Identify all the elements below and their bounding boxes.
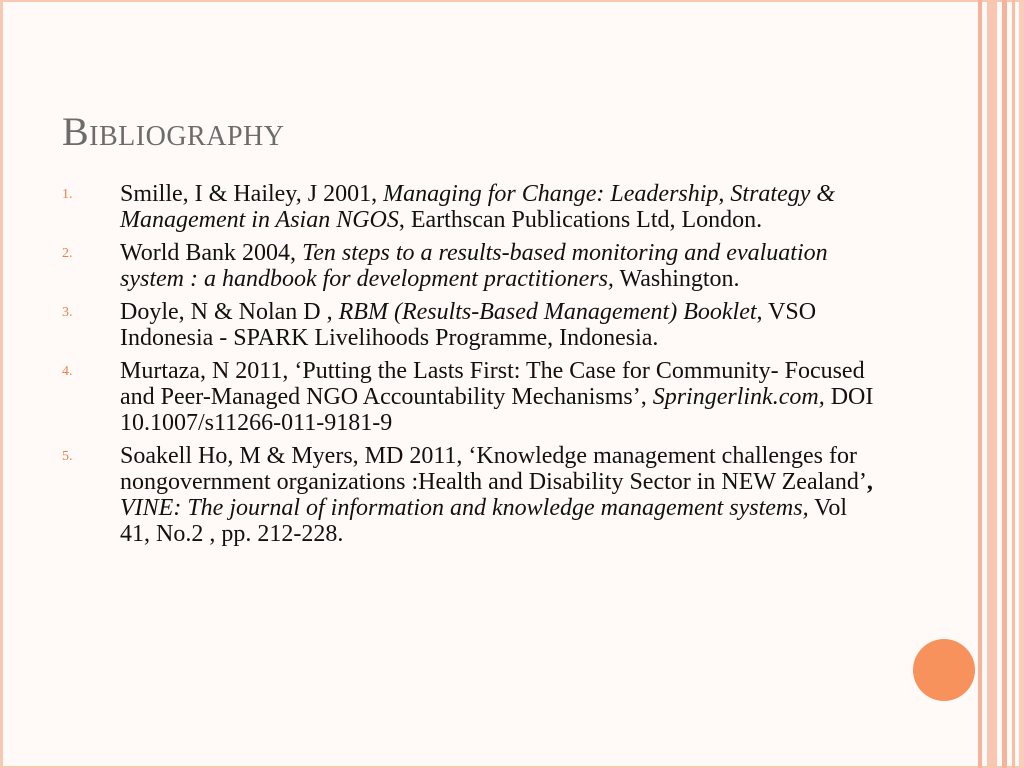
reference-number: 1. — [62, 187, 73, 202]
decorative-stripe-2 — [987, 0, 997, 768]
reference-punctuation: , — [866, 469, 873, 495]
reference-number: 3. — [62, 305, 73, 320]
reference-number: 5. — [62, 449, 73, 464]
decorative-stripe-3 — [1002, 0, 1007, 768]
reference-title: Ten steps to a results-based monitoring and evaluation system : a handbook for development practitioners, — [120, 240, 828, 292]
decorative-stripe-1 — [978, 0, 982, 768]
reference-text: Washington. — [613, 266, 740, 292]
reference-text: , VSO Indonesia - SPARK Livelihoods Programme, Indonesia. — [120, 299, 817, 351]
reference-text: , Earthscan Publications Ltd, London. — [398, 207, 763, 233]
reference-item-2 — [62, 240, 882, 292]
reference-text: World Bank 2004, — [120, 240, 303, 266]
bibliography-list — [62, 181, 882, 554]
reference-text: Vol 41, No.2 , pp. 212-228. — [120, 495, 848, 547]
page-title: Bibliography — [62, 109, 285, 154]
reference-number: 4. — [62, 364, 73, 379]
reference-title: VINE: The journal of information and knowledge management systems, — [120, 495, 809, 521]
reference-title: Managing for Change: Leadership, Strategy & Management in Asian NGOS — [120, 181, 836, 233]
slide-top-border — [0, 0, 1024, 2]
reference-item-1 — [62, 181, 882, 233]
reference-item-5 — [62, 443, 882, 547]
decorative-stripe-5 — [1019, 0, 1024, 768]
reference-title: RBM (Results-Based Management) Booklet — [338, 299, 757, 325]
reference-number: 2. — [62, 246, 73, 261]
slide-left-border — [0, 0, 3, 768]
reference-text: Smille, I & Hailey, J 2001, — [120, 181, 384, 207]
decorative-circle-icon — [913, 639, 975, 701]
reference-text: Soakell Ho, M & Myers, MD 2011, ‘Knowledge management challenges for nongovernment organizations :Health and Disability Sector in NEW Zealand’ — [120, 443, 867, 495]
reference-text: DOI 10.1007/s11266-011-9181-9 — [120, 384, 874, 436]
reference-item-3 — [62, 299, 882, 351]
reference-text: Murtaza, N 2011, ‘Putting the Lasts First: The Case for Community- Focused and Peer-Managed NGO Accountability Mechanisms’, — [120, 358, 865, 410]
reference-title: Springerlink.com, — [652, 384, 825, 410]
reference-item-4 — [62, 358, 882, 436]
reference-text: Doyle, N & Nolan D , — [120, 299, 339, 325]
decorative-stripe-4 — [1012, 0, 1015, 768]
